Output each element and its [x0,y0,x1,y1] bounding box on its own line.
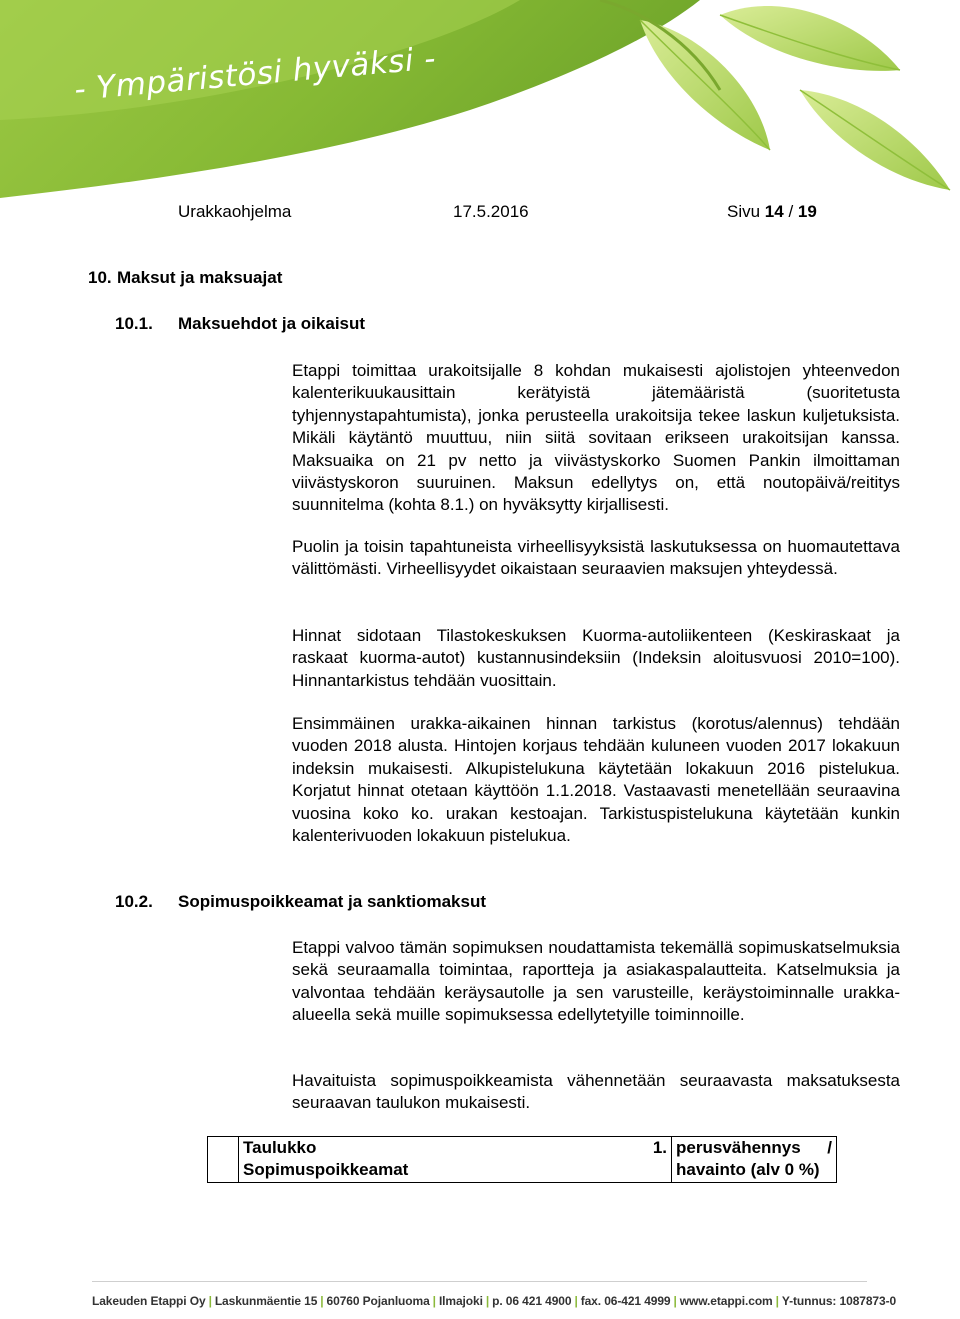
paragraph: Havaituista sopimuspoikkeamista vähennetään seuraavasta maksatuksesta seuraavan taulukon mukaisesti. [292,1071,900,1113]
paragraph: Etappi valvoo tämän sopimuksen noudattamista tekemällä sopimuskatselmuksia sekä seuraamalla toimintaa, raportteja ja asiakaspalautteita. Katselmuksia ja valvontaa tehdään keräysautolle ja sen varusteille, keräystoiminnalle urakka-alueella sekä muille sopimuksessa edellytetyille toiminnoille. [292,938,900,1025]
footer-separator: | [320,1294,324,1308]
page-number [727,202,817,222]
footer-separator: | [775,1294,779,1308]
page-prefix: Sivu [727,202,765,221]
table-column-header: perusvähennys / havainto (alv 0 %) [672,1137,837,1183]
footer-divider [92,1281,867,1282]
footer [92,1294,896,1308]
footer-website-link[interactable]: www.etappi.com [679,1294,773,1308]
footer-separator: | [574,1294,578,1308]
doc-title: Urakkaohjelma [178,202,292,221]
header-banner [0,0,960,200]
footer-company: Lakeuden Etappi Oy [92,1294,206,1308]
page-current: 14 [764,202,784,221]
footer-separator: | [673,1294,677,1308]
page-total: 19 [797,202,817,221]
paragraph: Ensimmäinen urakka-aikainen hinnan tarkistus (korotus/alennus) tehdään vuoden 2018 alusta. Hintojen korjaus tehdään kuluneen vuoden 2017 lokakuun indeksin mukaisesti. Alkupistelukuna käytetään lokakuun 2016 pistelukua. Korjatut hinnat otetaan käyttöön 1.1.2018. Vastaavasti menetellään seuraavina vuosina koko ko. urakan kestoajan. Tarkistuspistelukuna käytetään kunkin kalenterivuoden lokakuun pistelukua. [292,714,900,846]
subsection-title: Maksuehdot ja oikaisut [178,314,366,333]
table-caption-number: 1. [652,1138,667,1157]
table-caption-word: Taulukko [243,1138,317,1157]
page-separator: / [783,202,798,221]
footer-postal: 60760 Pojanluoma [326,1294,430,1308]
doc-date: 17.5.2016 [453,202,529,221]
footer-separator: | [432,1294,436,1308]
footer-business-id: Y-tunnus: 1087873-0 [781,1294,897,1308]
paragraph: Hinnat sidotaan Tilastokeskuksen Kuorma-autoliikenteen (Keskiraskaat ja raskaat kuorma-autot) kustannusindeksiin (Indeksin aloitusvuosi 2010=100). Hinnantarkistus tehdään vuosittain. [292,626,900,690]
table-caption-name: Sopimuspoikkeamat [243,1160,409,1180]
paragraph: Etappi toimittaa urakoitsijalle 8 kohdan mukaisesti ajolistojen yhteenvedon kalenterikuukausittain kerätyistä jätemääristä (suoritetusta tyhjennystapahtumista), jonka perusteella urakoitsija tekee laskun kuljetuksista. Mikäli käytäntö muuttuu, niin siitä sovitaan erikseen urakoitsijan kanssa. Maksuaika on 21 pv netto ja viivästyskorko Suomen Pankin ilmoittaman viivästyskoron suuruinen. Maksun edellytys on, että noutopäivä/reititys suunnitelma (kohta 8.1.) on hyväksytty kirjallisesti. [292,361,900,515]
subsection-heading-10-1 [115,314,365,334]
footer-separator: | [208,1294,212,1308]
subsection-number: 10.2. [115,892,153,911]
table-row [208,1137,837,1183]
section-title: Maksut ja maksuajat [117,268,283,287]
table-cell-empty [208,1137,239,1183]
sanctions-table [207,1136,837,1183]
table-caption-cell [239,1137,672,1183]
section-number: 10. [88,268,112,287]
subsection-heading-10-2 [115,892,486,912]
slogan-text: - Ympäristösi hyväksi - [72,40,438,109]
footer-fax: fax. 06-421 4999 [580,1294,671,1308]
paragraph: Puolin ja toisin tapahtuneista virheellisyyksistä laskutuksessa on huomautettava välittömästi. Virheellisyydet oikaistaan seuraavien maksujen yhteydessä. [292,537,900,579]
footer-street: Laskunmäentie 15 [214,1294,318,1308]
subsection-number: 10.1. [115,314,153,333]
subsection-title: Sopimuspoikkeamat ja sanktiomaksut [178,892,486,911]
footer-city: Ilmajoki [438,1294,483,1308]
footer-phone: p. 06 421 4900 [492,1294,572,1308]
footer-separator: | [485,1294,490,1308]
section-heading [88,268,282,288]
